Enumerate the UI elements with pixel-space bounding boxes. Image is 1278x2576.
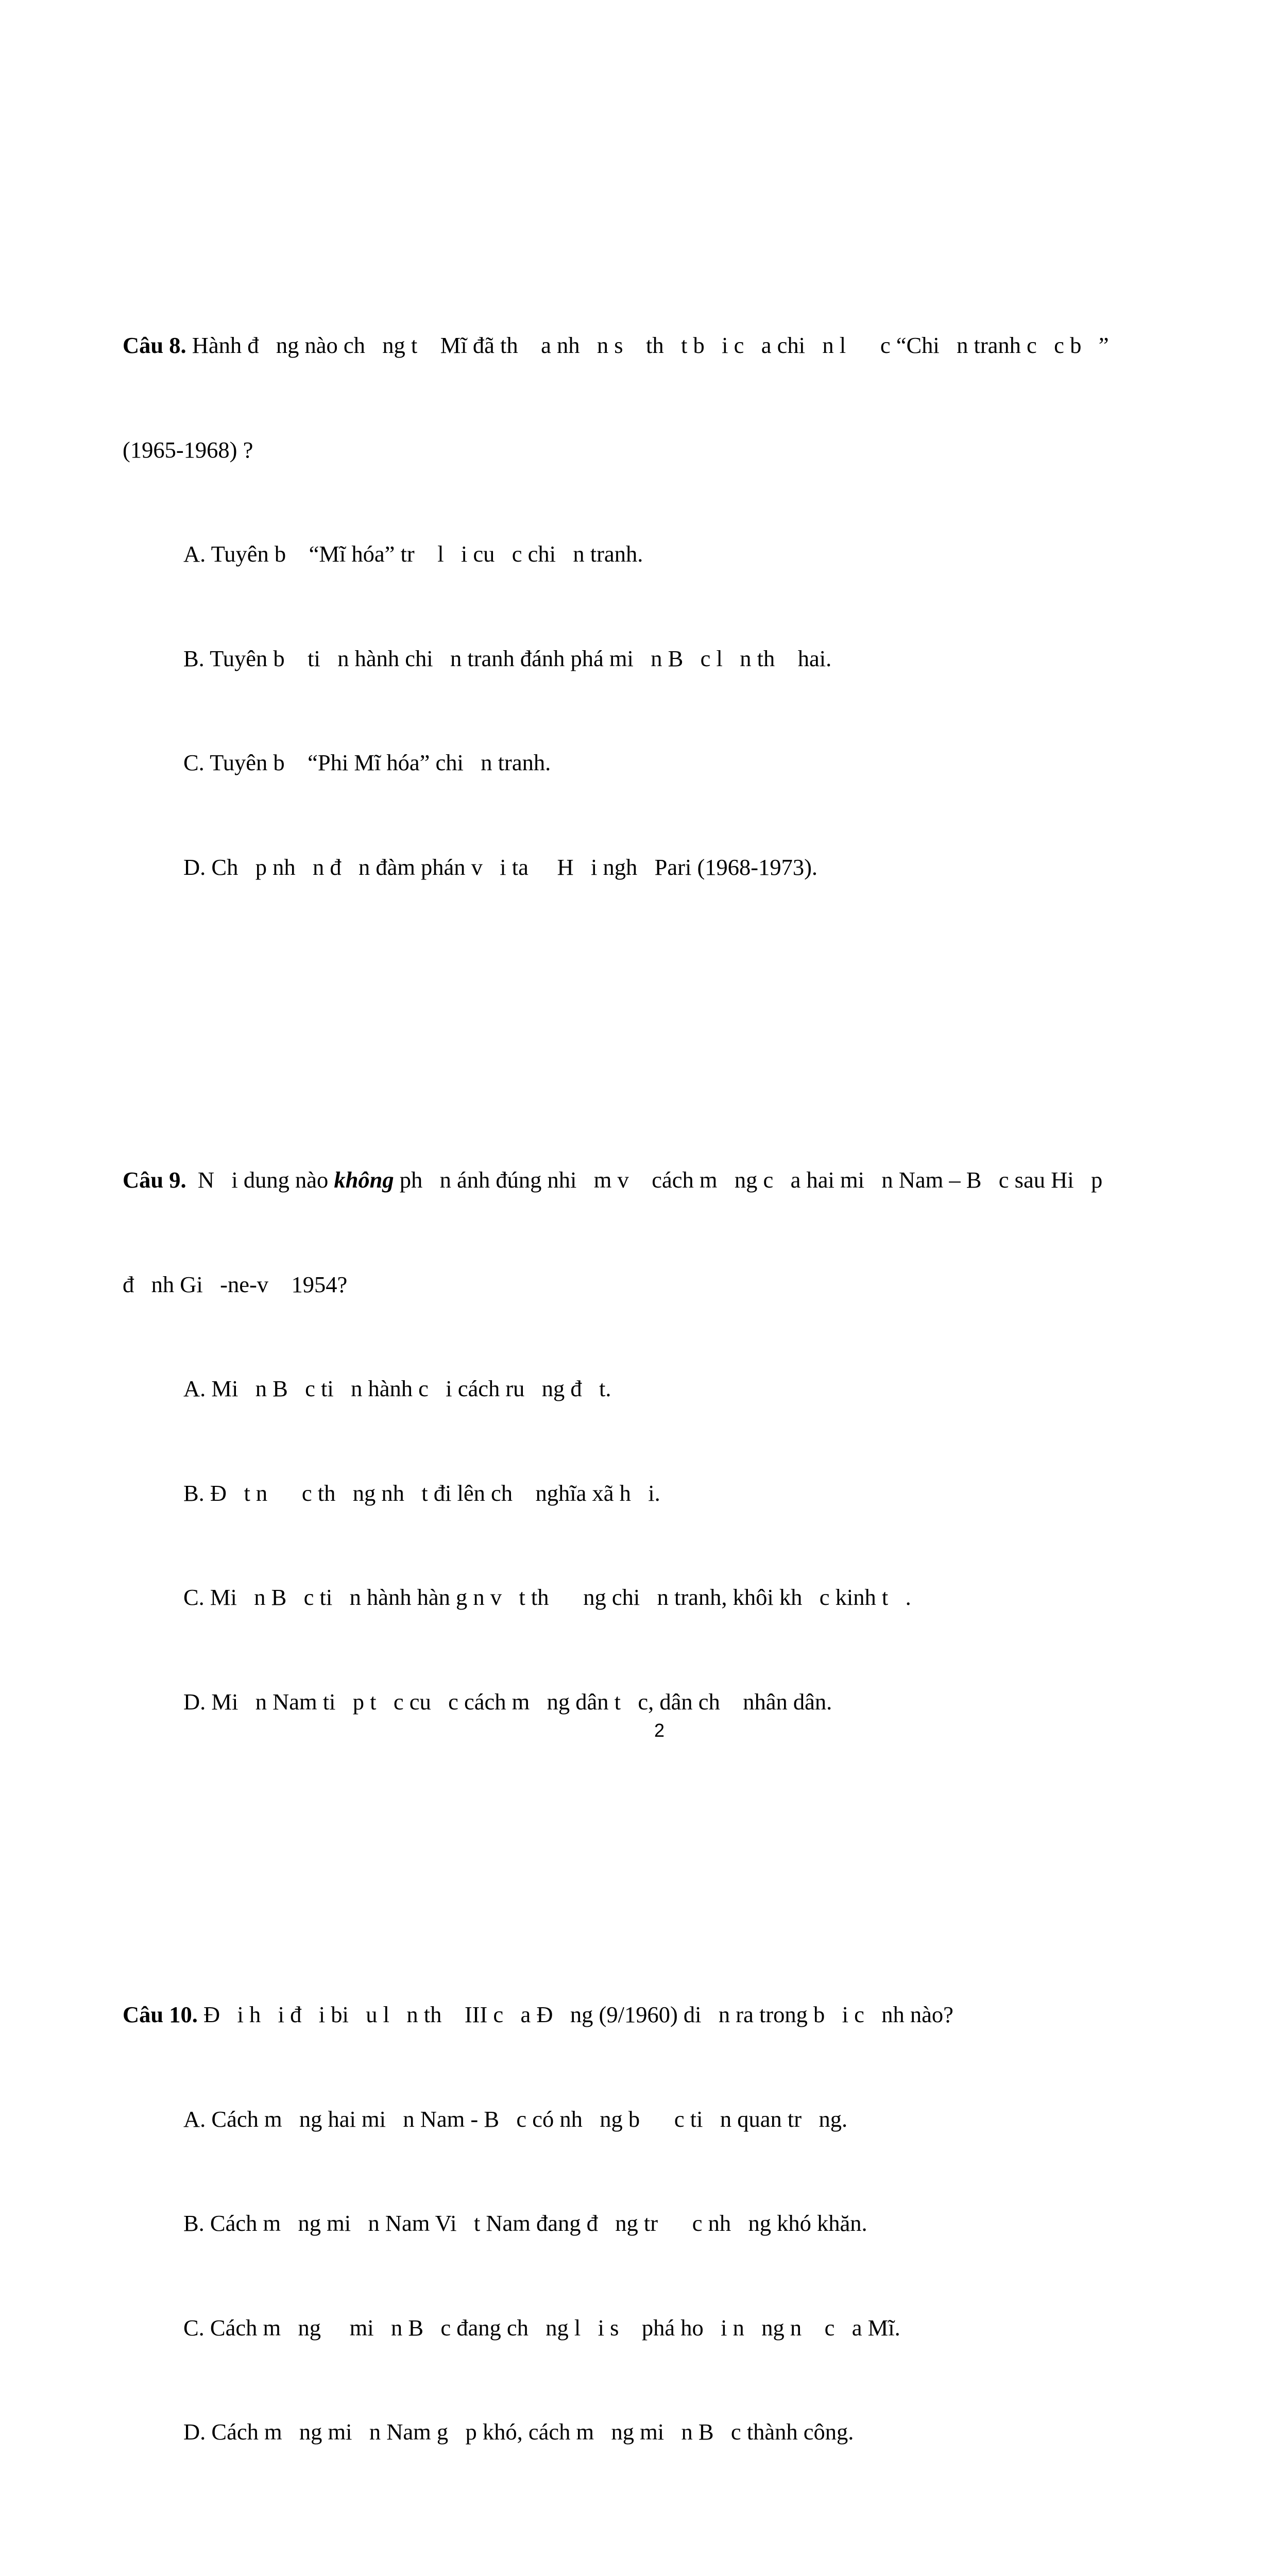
- question-text: N i dung nào: [186, 1167, 334, 1193]
- option-d: D. Cách m ng mi n Nam g p khó, cách m ng mi n B c thành công.: [183, 2419, 854, 2445]
- page-number: 2: [654, 1720, 665, 1741]
- question-10-stem: [123, 1997, 1184, 2032]
- option-b: B. Cách m ng mi n Nam Vi t Nam đang đ ng tr c nh ng khó khăn.: [183, 2210, 867, 2236]
- question-10: [123, 1928, 1184, 2519]
- question-list: [123, 120, 1184, 2576]
- question-text: ph n ánh đúng nhi m v cách m ng c a hai mi n Nam – B c sau Hi p: [394, 1167, 1103, 1193]
- question-8-stem: [123, 328, 1184, 363]
- question-9-stem: [123, 1163, 1184, 1198]
- question-text-continued: đ nh Gi -ne-v 1954?: [123, 1271, 348, 1297]
- option-c: C. Tuyên b “Phi Mĩ hóa” chi n tranh.: [183, 750, 551, 775]
- option-b: B. Tuyên b ti n hành chi n tranh đánh phá mi n B c l n th hai.: [183, 645, 832, 671]
- option-d: D. Ch p nh n đ n đàm phán v i ta H i ngh Pari (1968-1973).: [183, 854, 818, 880]
- option-c: C. Cách m ng mi n B c đang ch ng l i s phá ho i n ng n c a Mĩ.: [183, 2314, 900, 2341]
- option-a: A. Mi n B c ti n hành c i cách ru ng đ t.: [183, 1376, 611, 1401]
- question-label: Câu 9.: [123, 1167, 186, 1193]
- option-a: A. Tuyên b “Mĩ hóa” tr l i cu c chi n tranh.: [183, 541, 643, 567]
- option-d: D. Mi n Nam ti p t c cu c cách m ng dân t c, dân ch nhân dân.: [183, 1688, 832, 1715]
- question-text: Hành đ ng nào ch ng t Mĩ đã th a nh n s th t b i c a chi n l c “Chi n tranh c c b ”: [186, 332, 1109, 358]
- option-c: C. Mi n B c ti n hành hàn g n v t th ng chi n tranh, khôi kh c kinh t .: [183, 1584, 911, 1610]
- question-9: [123, 1093, 1184, 1789]
- question-8: [123, 259, 1184, 954]
- question-text-continued: (1965-1968) ?: [123, 436, 253, 463]
- question-text: Đ i h i đ i bi u l n th III c a Đ ng (9/1960) di n ra trong b i c nh nào?: [197, 2002, 953, 2027]
- emphasis-keyword: không: [334, 1167, 394, 1193]
- option-b: B. Đ t n c th ng nh t đi lên ch nghĩa xã h i.: [183, 1480, 660, 1506]
- option-a: A. Cách m ng hai mi n Nam - B c có nh ng b c ti n quan tr ng.: [183, 2106, 848, 2132]
- question-label: Câu 8.: [123, 332, 186, 358]
- question-label: Câu 10.: [123, 2002, 198, 2027]
